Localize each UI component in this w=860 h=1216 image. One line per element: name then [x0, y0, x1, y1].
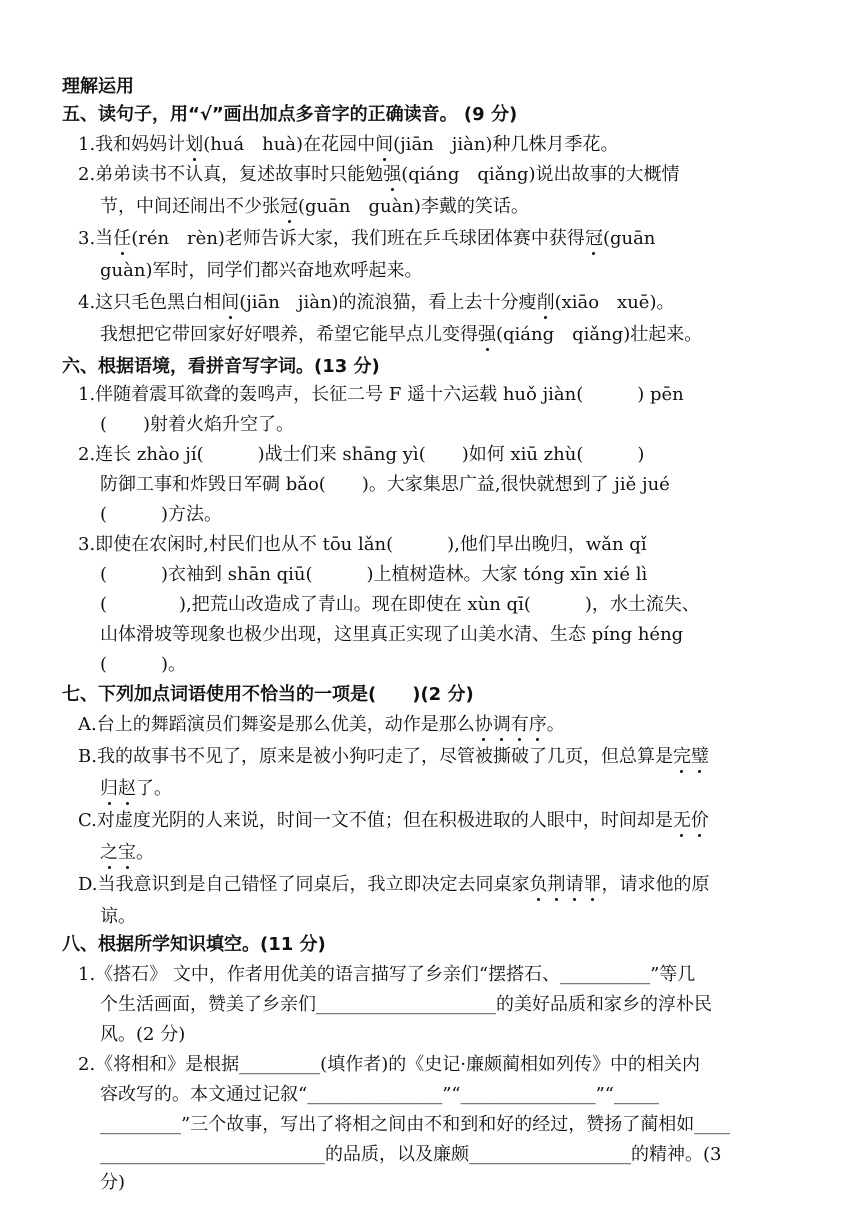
question-line: ( ),把荒山改造成了青山。现在即使在 xùn qī( )，水土流失、	[100, 594, 700, 615]
question-line: ( )射着火焰升空了。	[100, 414, 295, 435]
question-line: 我想把它带回家好好喂养，希望它能早点儿变得强(qiáng qiǎng)壮起来。	[100, 324, 703, 345]
question-line: 防御工事和炸毁日军碉 bǎo( )。大家集思广益,很快就想到了 jiě jué	[100, 474, 670, 495]
dotted-character: 冠	[584, 228, 603, 249]
dotted-character: 宝	[118, 842, 136, 863]
dotted-character: 荆	[547, 874, 566, 895]
question-line: 山体滑坡等现象也极少出现，这里真正实现了山美水清、生态 píng héng	[100, 624, 684, 645]
dotted-character: 负	[529, 874, 548, 895]
question-line: 1.《搭石》 文中，作者用优美的语言描写了乡亲们“摆搭石、__________”等几	[78, 964, 696, 985]
question-line: A.台上的舞蹈演员们舞姿是那么优美，动作是那么协调有序。	[78, 714, 565, 735]
dotted-character: 之	[100, 842, 118, 863]
question-line: 个生活画面，赞美了乡亲们____________________的美好品质和家乡的淳朴民	[100, 994, 712, 1015]
question-line: 1.我和妈妈计划(huá huà)在花园中间(jiān jiàn)种几株月季花。	[78, 134, 619, 155]
dotted-character: 价	[690, 810, 709, 831]
dotted-character: 划	[185, 134, 204, 155]
section-heading: 七、下列加点词语使用不恰当的一项是( )(2 分)	[62, 684, 474, 705]
question-line: _________”三个故事，写出了将相之间由不和到和好的经过，赞扬了蔺相如____	[100, 1114, 731, 1135]
dotted-character: 序	[528, 714, 547, 735]
question-line: 1.伴随着震耳欲聋的轰鸣声，长征二号 F 遥十六运载 huǒ jiàn( ) pēn	[78, 384, 684, 405]
dotted-character: 间	[221, 292, 240, 313]
question-line: _________________________的品质，以及廉颇__________________的精神。(3	[100, 1144, 722, 1165]
question-line: 2.连长 zhào jí( )战士们来 shāng yì( )如何 xiū zhù( )	[78, 444, 645, 465]
question-line: 3.当任(rén rèn)老师告诉大家，我们班在乒乓球团体赛中获得冠(guān	[78, 228, 656, 249]
question-line: guàn)军时，同学们都兴奋地欢呼起来。	[100, 260, 423, 281]
question-line: B.我的故事书不见了，原来是被小狗叼走了，尽管被撕破了几页，但总算是完璧	[78, 746, 709, 767]
question-line: 3.即使在农闲时,村民们也从不 tōu lǎn( ),他们早出晚归，wǎn qǐ	[78, 534, 647, 555]
question-line: 分)	[100, 1172, 126, 1193]
question-line: 节，中间还闹出不少张冠(guān guàn)李戴的笑话。	[100, 196, 529, 217]
dotted-character: 调	[492, 714, 511, 735]
question-line: 容改写的。本文通过记叙“_______________”“_______________”“_____	[100, 1084, 660, 1105]
dotted-character: 任	[113, 228, 132, 249]
dotted-character: 强	[383, 164, 402, 185]
question-line: D.当我意识到是自己错怪了同桌后，我立即决定去同桌家负荆请罪，请求他的原	[78, 874, 710, 895]
dotted-character: 强	[478, 324, 496, 345]
dotted-character: 冠	[280, 196, 298, 217]
dotted-character: 无	[672, 810, 691, 831]
question-line: ( )方法。	[100, 504, 223, 525]
dotted-character: 协	[474, 714, 493, 735]
dotted-character: 完	[672, 746, 691, 767]
question-line: 4.这只毛色黑白相间(jiān jiàn)的流浪猫，看上去十分瘦削(xiāo xuē)。	[78, 292, 675, 313]
dotted-character: 间	[375, 134, 394, 155]
question-line: 2.《将相和》是根据_________(填作者)的《史记·廉颇蔺相如列传》中的相关内	[78, 1054, 700, 1075]
question-line: 风。(2 分)	[100, 1024, 186, 1045]
section-heading: 五、读句子，用“√”画出加点多音字的正确读音。 (9 分)	[62, 104, 518, 125]
dotted-character: 削	[536, 292, 555, 313]
question-line: 谅。	[100, 906, 136, 927]
section-heading: 六、根据语境，看拼音写字词。(13 分)	[62, 356, 380, 377]
question-line: 归赵了。	[100, 778, 172, 799]
dotted-character: 归	[100, 778, 118, 799]
question-line: 2.弟弟读书不认真，复述故事时只能勉强(qiáng qiǎng)说出故事的大概情	[78, 164, 680, 185]
question-line: ( )衣袖到 shān qiū( )上植树造林。大家 tóng xīn xié lì	[100, 564, 648, 585]
question-line: C.对虚度光阴的人来说，时间一文不值；但在积极进取的人眼中，时间却是无价	[78, 810, 709, 831]
dotted-character: 有	[510, 714, 529, 735]
dotted-character: 请	[565, 874, 584, 895]
section-heading: 理解运用	[62, 76, 134, 97]
question-line: 之宝。	[100, 842, 154, 863]
question-line: ( )。	[100, 654, 187, 675]
dotted-character: 罪	[583, 874, 602, 895]
section-heading: 八、根据所学知识填空。(11 分)	[62, 934, 326, 955]
dotted-character: 璧	[690, 746, 709, 767]
dotted-character: 赵	[118, 778, 136, 799]
